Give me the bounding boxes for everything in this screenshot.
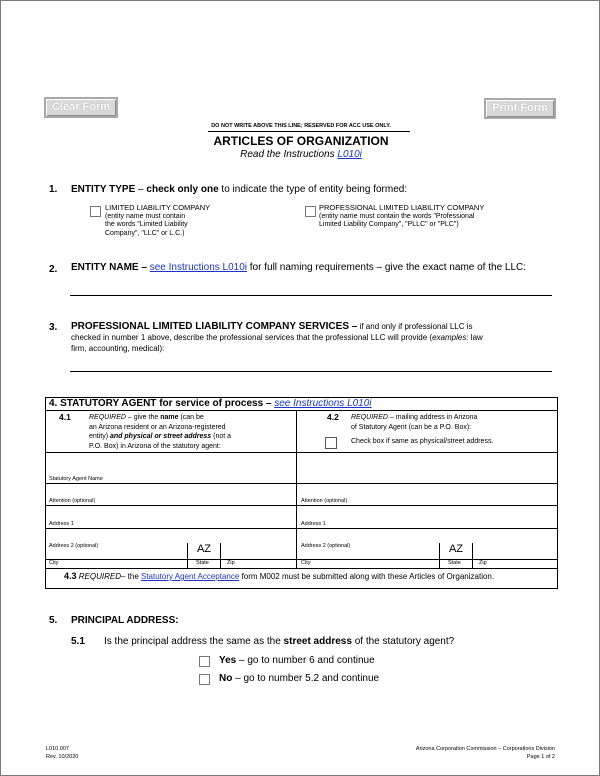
- pllc-services-label: PROFESSIONAL LIMITED LIABILITY COMPANY SERVICES –: [71, 321, 358, 332]
- req-41-line-4: P.O. Box) in Arizona of the statutory agent:: [89, 442, 221, 450]
- req-41-entity: entity): [89, 433, 111, 440]
- check-only-one-label: check only one: [146, 184, 219, 195]
- services-input-line[interactable]: [70, 371, 552, 372]
- question-part-c: of the statutory agent?: [351, 636, 455, 647]
- no-label: No: [219, 673, 233, 684]
- section-3-condition: if and only if professional LLC is: [357, 322, 473, 331]
- question-part-a: Is the principal address the same as the: [104, 636, 284, 647]
- req-42-mailing: – mailing address in Arizona: [387, 414, 478, 421]
- right-city-divider: [439, 543, 440, 568]
- right-city-label: City: [301, 560, 311, 566]
- req-41-line-1: [89, 413, 294, 423]
- section-3-desc: checked in number 1 above, describe the professional services that the professional LLC will provide (: [71, 333, 433, 342]
- clear-form-button[interactable]: Clear Form: [44, 97, 118, 118]
- left-attention-input[interactable]: [46, 484, 295, 496]
- section-1-heading: [71, 184, 407, 195]
- same-as-physical-checkbox[interactable]: [325, 437, 337, 449]
- section-2-number: 2.: [49, 264, 58, 275]
- no-checkbox[interactable]: [199, 674, 210, 685]
- n43-label: 4.3: [64, 571, 77, 581]
- entity-name-instructions-link[interactable]: see Instructions L010i: [149, 262, 247, 273]
- right-state-divider: [472, 543, 473, 568]
- pllc-option-title: PROFESSIONAL LIMITED LIABILITY COMPANY: [319, 203, 485, 212]
- llc-note-2: the words "Limited Liability: [105, 221, 188, 228]
- left-address2-label: Address 2 (optional): [49, 543, 99, 549]
- req-43-text: [64, 571, 494, 581]
- section-4-heading: [49, 398, 372, 409]
- req-41-line-3: [89, 432, 294, 442]
- req-41-nota: (not a: [211, 433, 232, 440]
- section-1-number: 1.: [49, 184, 58, 195]
- instructions-link[interactable]: L010i: [337, 149, 362, 160]
- form-code: L010.007: [46, 746, 69, 752]
- principal-question: [104, 636, 454, 647]
- statutory-agent-instructions-link[interactable]: see Instructions L010i: [274, 398, 372, 409]
- section-3-line-1: [71, 321, 557, 332]
- section-2-heading: [71, 262, 526, 273]
- left-zip-label: Zip: [227, 560, 235, 566]
- req-43-rest: form M002 must be submitted along with these Articles of Organization.: [239, 572, 495, 581]
- form-revision: Rev. 10/2020: [46, 754, 79, 760]
- section-3-line-3: firm, accounting, medical):: [71, 344, 165, 353]
- pllc-option: [319, 204, 484, 230]
- agent-name-label: Statutory Agent Name: [49, 476, 103, 482]
- right-attention-input[interactable]: [297, 484, 556, 496]
- reserved-note: DO NOT WRITE ABOVE THIS LINE; RESERVED FOR ACC USE ONLY.: [211, 123, 391, 129]
- right-mailing-input[interactable]: [297, 453, 556, 483]
- left-address1-label: Address 1: [49, 521, 74, 527]
- right-state-value: AZ: [448, 543, 464, 555]
- right-address2-label: Address 2 (optional): [301, 543, 351, 549]
- right-address2-line: [296, 559, 557, 560]
- statutory-agent-label: 4. STATUTORY AGENT for service of process –: [49, 398, 275, 409]
- footer-page: Page 1 of 2: [526, 754, 555, 760]
- no-option: [219, 673, 379, 684]
- section-3-line-2: [71, 332, 557, 343]
- footer-agency: Arizona Corporation Commission – Corporations Division: [415, 746, 555, 752]
- right-address1-label: Address 1: [301, 521, 326, 527]
- left-address1-input[interactable]: [46, 506, 295, 519]
- req-42-line-1: [351, 413, 477, 423]
- entity-name-label: ENTITY NAME –: [71, 262, 150, 273]
- yes-option: [219, 655, 375, 666]
- section-5-number: 5.: [49, 615, 58, 626]
- req-42-line-2: of Statutory Agent (can be a P.O. Box):: [351, 423, 472, 431]
- left-city-label: City: [49, 560, 59, 566]
- req-41-line-2: an Arizona resident or an Arizona-registered: [89, 423, 226, 431]
- req-42-text: [351, 413, 477, 432]
- llc-option-title: LIMITED LIABILITY COMPANY: [105, 203, 211, 212]
- no-instruction: – go to number 5.2 and continue: [232, 673, 380, 684]
- section-1-dash: –: [135, 184, 147, 195]
- agent-acceptance-link[interactable]: Statutory Agent Acceptance: [141, 572, 240, 581]
- same-as-physical-label: Check box if same as physical/street address.: [351, 438, 494, 445]
- req-43-required: REQUIRED: [78, 572, 121, 581]
- right-attention-label: Attention (optional): [301, 498, 348, 504]
- reserved-line: [208, 131, 410, 132]
- llc-note-3: Company", "LLC" or L.C.): [105, 229, 185, 237]
- llc-option: [105, 204, 210, 238]
- right-state-label: State: [448, 560, 461, 566]
- req-41-give: – give the: [125, 414, 161, 421]
- print-form-button[interactable]: Print Form: [484, 98, 556, 119]
- right-address2-input[interactable]: [297, 529, 556, 542]
- left-state-value: AZ: [196, 543, 212, 555]
- section-3-number: 3.: [49, 322, 58, 333]
- entity-name-input-line[interactable]: [70, 295, 552, 296]
- question-street: street address: [283, 636, 352, 647]
- right-address1-input[interactable]: [297, 506, 556, 519]
- yes-checkbox[interactable]: [199, 656, 210, 667]
- n51-label: 5.1: [71, 636, 85, 647]
- req-41-physical: and physical or street address: [110, 433, 212, 440]
- llc-checkbox[interactable]: [90, 206, 101, 217]
- right-zip-label: Zip: [479, 560, 487, 566]
- n42-label: 4.2: [327, 412, 339, 422]
- agent-name-input[interactable]: [46, 453, 295, 475]
- left-state-divider: [220, 543, 221, 568]
- req-43-the: – the: [120, 572, 141, 581]
- section-3-examples: examples:: [432, 333, 469, 342]
- n43-divider: [45, 568, 557, 569]
- section-1-rest: to indicate the type of entity being formed:: [218, 184, 408, 195]
- section-2-rest: for full naming requirements – give the exact name of the LLC:: [247, 262, 527, 273]
- yes-label: Yes: [219, 655, 237, 666]
- section-3-law: law: [468, 333, 483, 342]
- left-state-label: State: [196, 560, 209, 566]
- principal-address-heading: PRINCIPAL ADDRESS:: [71, 615, 179, 626]
- instructions-line: [1, 149, 600, 160]
- pllc-note-2: Limited Liability Company", "PLLC" or "PLC"): [319, 221, 459, 228]
- s4-header-divider: [45, 410, 557, 411]
- left-city-divider: [187, 543, 188, 568]
- req-42-required: REQUIRED: [351, 414, 388, 421]
- section-3-text: [71, 321, 557, 354]
- left-attention-label: Attention (optional): [49, 498, 96, 504]
- req-41-text: [89, 413, 294, 451]
- entity-type-label: ENTITY TYPE: [71, 184, 136, 195]
- n41-label: 4.1: [59, 412, 71, 422]
- req-41-name: name: [160, 414, 179, 421]
- llc-note-1: (entity name must contain: [105, 212, 186, 220]
- req-41-required: REQUIRED: [89, 414, 126, 421]
- pllc-checkbox[interactable]: [305, 206, 316, 217]
- instructions-prefix: Read the Instructions: [240, 149, 338, 160]
- left-address2-line: [45, 559, 296, 560]
- yes-instruction: – go to number 6 and continue: [236, 655, 375, 666]
- pllc-note-1: (entity name must contain the words "Professional: [319, 212, 475, 220]
- page-title: ARTICLES OF ORGANIZATION: [213, 134, 389, 148]
- left-address2-input[interactable]: [46, 529, 295, 542]
- req-41-can: (can be: [178, 414, 204, 421]
